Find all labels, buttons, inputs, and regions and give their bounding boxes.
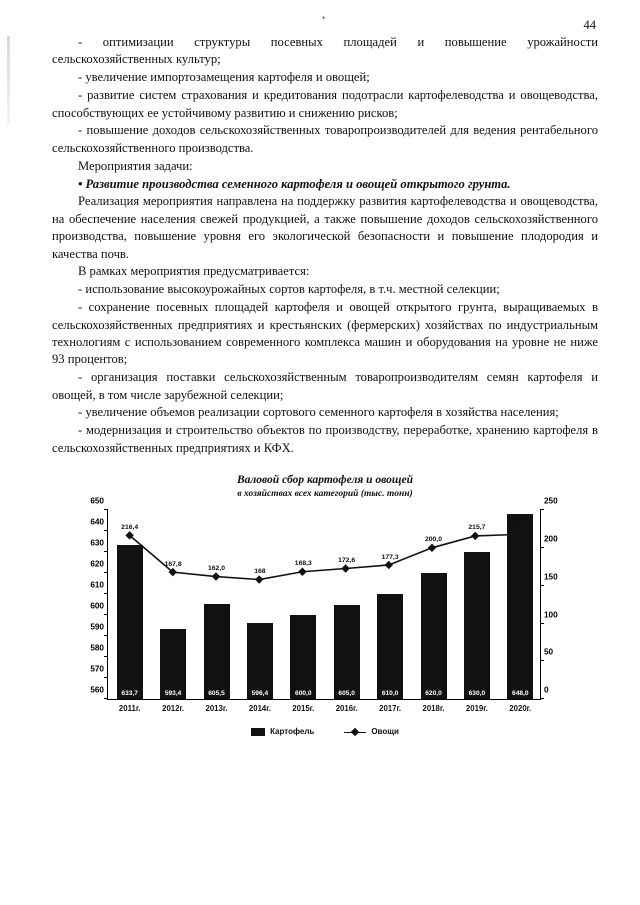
y-axis-tick-label: 590 [90, 622, 104, 632]
x-axis-category-label: 2019г. [465, 704, 488, 714]
paragraph: - использование высокоурожайных сортов картофеля, в т.ч. местной селекции; [78, 282, 500, 297]
y-axis-tick-label: 560 [90, 685, 104, 695]
bar-value-label: 648,0 [512, 690, 529, 698]
y-axis-tick-label: 630 [90, 538, 104, 548]
paragraph: • Развитие производства семенного картофеля и овощей открытого грунта. [78, 176, 511, 191]
y-axis-tick-label: 610 [90, 580, 104, 590]
bar-value-label: 600,0 [295, 690, 312, 698]
paragraph: - сохранение посевных площадей картофеля и овощей открытого грунта, выращиваемых в сельскохозяйственных предприятиях и крестьянских (фермерских) хозяйствах по индустриальным технологиям с использованием современного комплекса машин и оборудования на уровне не ниже 93 процентов; [52, 300, 598, 367]
paragraph: - увеличение импортозамещения картофеля и овощей; [78, 70, 370, 85]
line-point-label: 162,0 [207, 565, 226, 573]
paragraph: - повышение доходов сельскохозяйственных товаропроизводителей для ведения рентабельного сельскохозяйственного производства. [52, 123, 598, 155]
chart-plot [90, 496, 558, 714]
line-point-label: 177,3 [381, 553, 399, 561]
x-axis-category-label: 2014г. [248, 704, 271, 714]
y-axis-tick-label: 640 [90, 517, 104, 527]
y2-axis-tick [540, 623, 544, 624]
paragraph: В рамках мероприятия предусматривается: [78, 264, 310, 279]
y2-axis-tick [540, 660, 544, 661]
bar-value-label: 633,7 [121, 690, 138, 698]
line-point-label: 217,7 [511, 522, 529, 530]
y2-axis-tick [540, 698, 544, 699]
x-axis-category-label: 2020г. [509, 704, 532, 714]
y-axis-tick-label: 580 [90, 643, 104, 653]
line-point-label: 216,4 [121, 523, 139, 531]
line-point-label: 172,6 [338, 557, 356, 565]
line-point-label: 167,8 [164, 560, 182, 568]
bar-value-label: 605,0 [338, 690, 355, 698]
y2-axis-tick-label: 50 [544, 647, 554, 657]
chart-title: Валовой сбор картофеля и овощей [236, 474, 413, 486]
y2-axis-tick-label: 0 [544, 685, 549, 695]
y-axis-tick-label: 650 [90, 496, 104, 506]
x-axis-category-label: 2015г. [292, 704, 315, 714]
body-text [52, 34, 598, 457]
x-axis-category-label: 2017г. [379, 704, 402, 714]
legend-item-line [344, 727, 399, 736]
bar-value-label: 605,5 [208, 690, 225, 698]
paragraph: - оптимизации структуры посевных площадей и повышение урожайности сельскохозяйственных культур; [52, 35, 598, 67]
page-top-mark: • [322, 13, 326, 23]
legend-label-potato: Картофель [270, 727, 315, 737]
legend-bar-swatch-icon [251, 728, 265, 736]
line-series [108, 510, 540, 699]
paragraph: - увеличение объемов реализации сортового семенного картофеля в хозяйства населения; [78, 405, 559, 420]
y-axis-tick-label: 570 [90, 664, 104, 674]
scan-edge-artifact [7, 36, 10, 124]
x-axis-category-label: 2011г. [118, 704, 141, 714]
paragraph: - организация поставки сельскохозяйственным товаропроизводителям семян картофеля и овощей, в том числе зарубежной селекции; [52, 370, 598, 402]
line-point-label: 168 [254, 568, 266, 576]
y2-axis-tick [540, 547, 544, 548]
paragraph: Мероприятия задачи: [78, 158, 193, 173]
chart-legend [65, 727, 585, 736]
y2-axis-tick [540, 585, 544, 586]
y-axis-tick-label: 620 [90, 559, 104, 569]
bar-value-label: 620,0 [425, 690, 442, 698]
line-point-label: 200,0 [424, 536, 443, 544]
x-axis-category-label: 2012г. [162, 704, 185, 714]
line-point-label: 215,7 [468, 524, 486, 532]
chart-figure [52, 473, 598, 737]
chart-area [65, 496, 585, 737]
page-number: 44 [583, 18, 596, 32]
chart-subtitle: в хозяйствах всех категорий (тыс. тонн) [237, 488, 413, 499]
paragraph: - модернизация и строительство объектов по производству, переработке, хранению картофеля в сельскохозяйственных предприятиях и КФХ. [52, 423, 598, 455]
y2-axis-tick-label: 250 [544, 496, 558, 506]
paragraph: - развитие систем страхования и кредитования подотрасли картофелеводства и овощеводства, способствующих ее устойчивому развитию и снижению рисков; [52, 88, 598, 120]
bar-value-label: 630,0 [468, 690, 486, 698]
y-axis-tick-label: 600 [90, 601, 104, 611]
y2-axis-tick [540, 509, 544, 510]
x-axis-category-label: 2018г. [422, 704, 445, 714]
legend-line-swatch-icon [344, 728, 366, 736]
x-axis-category-label: 2013г. [205, 704, 228, 714]
bar-value-label: 596,4 [251, 690, 269, 698]
x-axis-category-label: 2016г. [335, 704, 358, 714]
paragraph: Реализация мероприятия направлена на поддержку развития картофелеводства и овощеводства, на обеспечение населения свежей продукцией, а также повышение доходов сельскохозяйственного производства, повышение уровня его экологической безопасности и повышение плодородия и качества почв. [52, 194, 598, 261]
y2-axis-tick-label: 150 [544, 572, 558, 582]
legend-item-bars [251, 727, 314, 736]
line-point-label: 168,3 [294, 560, 312, 568]
bar-value-label: 610,0 [381, 690, 399, 698]
bar-value-label: 593,4 [164, 690, 182, 698]
legend-label-vegetables: Овощи [371, 727, 399, 737]
y2-axis-tick-label: 100 [544, 610, 558, 620]
y2-axis-tick-label: 200 [544, 534, 558, 544]
